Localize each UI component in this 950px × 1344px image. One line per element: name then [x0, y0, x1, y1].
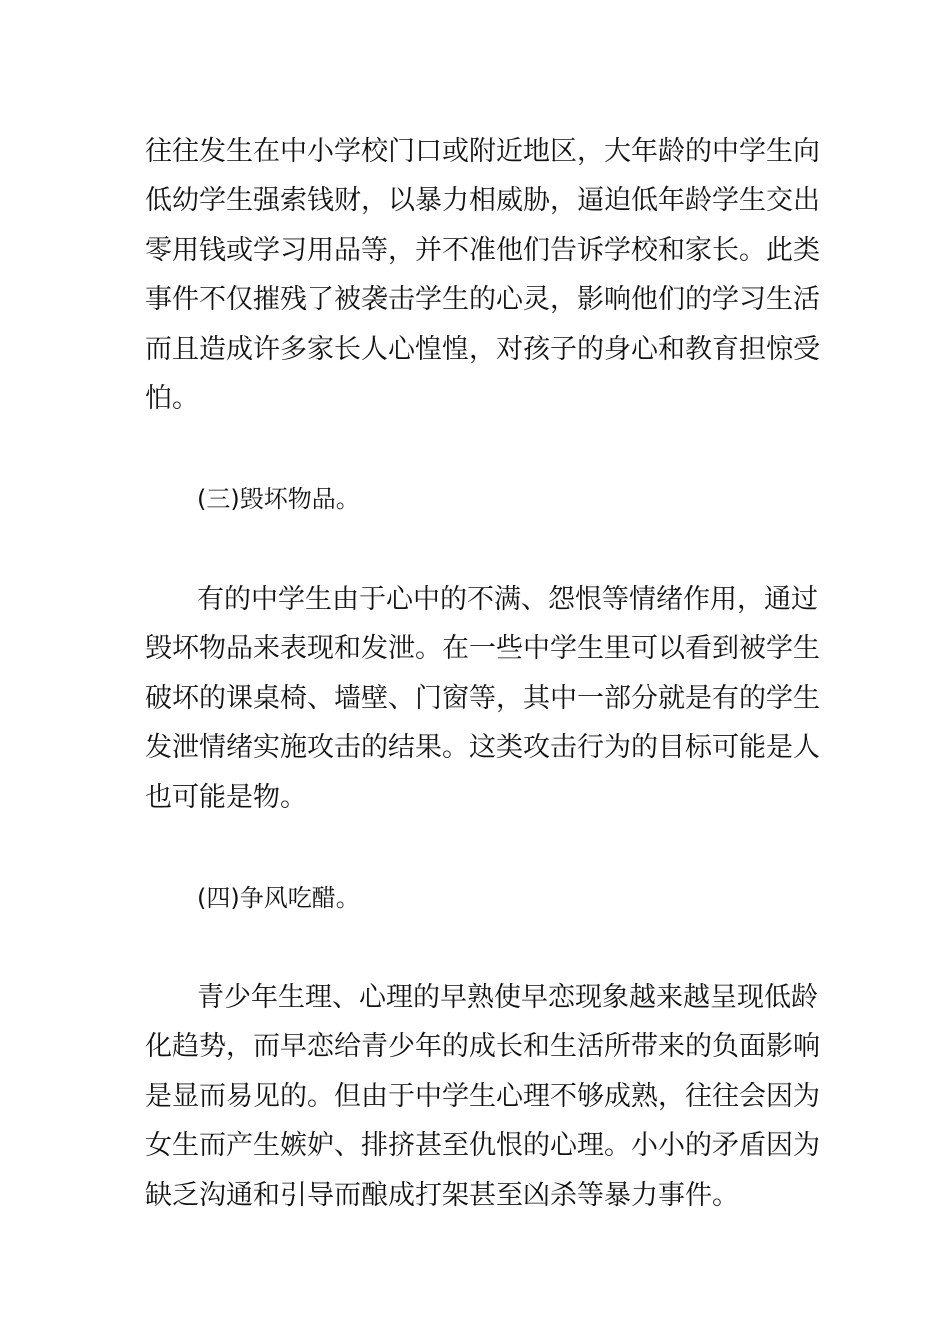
paragraph-1-line: 事件不仅摧残了被袭击学生的心灵，影响他们的学习生活 — [145, 284, 820, 315]
paragraph-1-line: 怕。 — [145, 383, 199, 414]
paragraph-2-line: 发泄情绪实施攻击的结果。这类攻击行为的目标可能是人 — [145, 732, 820, 763]
paragraph-3-line: 是显而易见的。但由于中学生心理不够成熟，往往会因为 — [145, 1081, 820, 1112]
paragraph-1-line: 低幼学生强索钱财，以暴力相威胁，逼迫低年龄学生交出 — [145, 185, 820, 216]
paragraph-1-line: 往往发生在中小学校门口或附近地区，大年龄的中学生向 — [145, 136, 820, 167]
section-heading-3: (三)毁坏物品。 — [197, 485, 360, 513]
paragraph-1-line: 零用钱或学习用品等，并不准他们告诉学校和家长。此类 — [145, 235, 820, 266]
paragraph-3-line: 青少年生理、心理的早熟使早恋现象越来越呈现低龄 — [197, 982, 818, 1013]
paragraph-2-line: 有的中学生由于心中的不满、怨恨等情绪作用，通过 — [197, 584, 818, 615]
paragraph-1-line: 而且造成许多家长人心惶惶，对孩子的身心和教育担惊受 — [145, 334, 820, 365]
paragraph-2-line: 破坏的课桌椅、墙壁、门窗等，其中一部分就是有的学生 — [145, 683, 820, 714]
section-heading-4: (四)争风吃醋。 — [197, 884, 360, 912]
paragraph-3-line: 女生而产生嫉妒、排挤甚至仇恨的心理。小小的矛盾因为 — [145, 1130, 820, 1161]
paragraph-3-line: 缺乏沟通和引导而酿成打架甚至凶杀等暴力事件。 — [145, 1180, 739, 1211]
paragraph-2-line: 毁坏物品来表现和发泄。在一些中学生里可以看到被学生 — [145, 633, 820, 664]
paragraph-2-line: 也可能是物。 — [145, 782, 307, 813]
paragraph-3-line: 化趋势，而早恋给青少年的成长和生活所带来的负面影响 — [145, 1031, 820, 1062]
